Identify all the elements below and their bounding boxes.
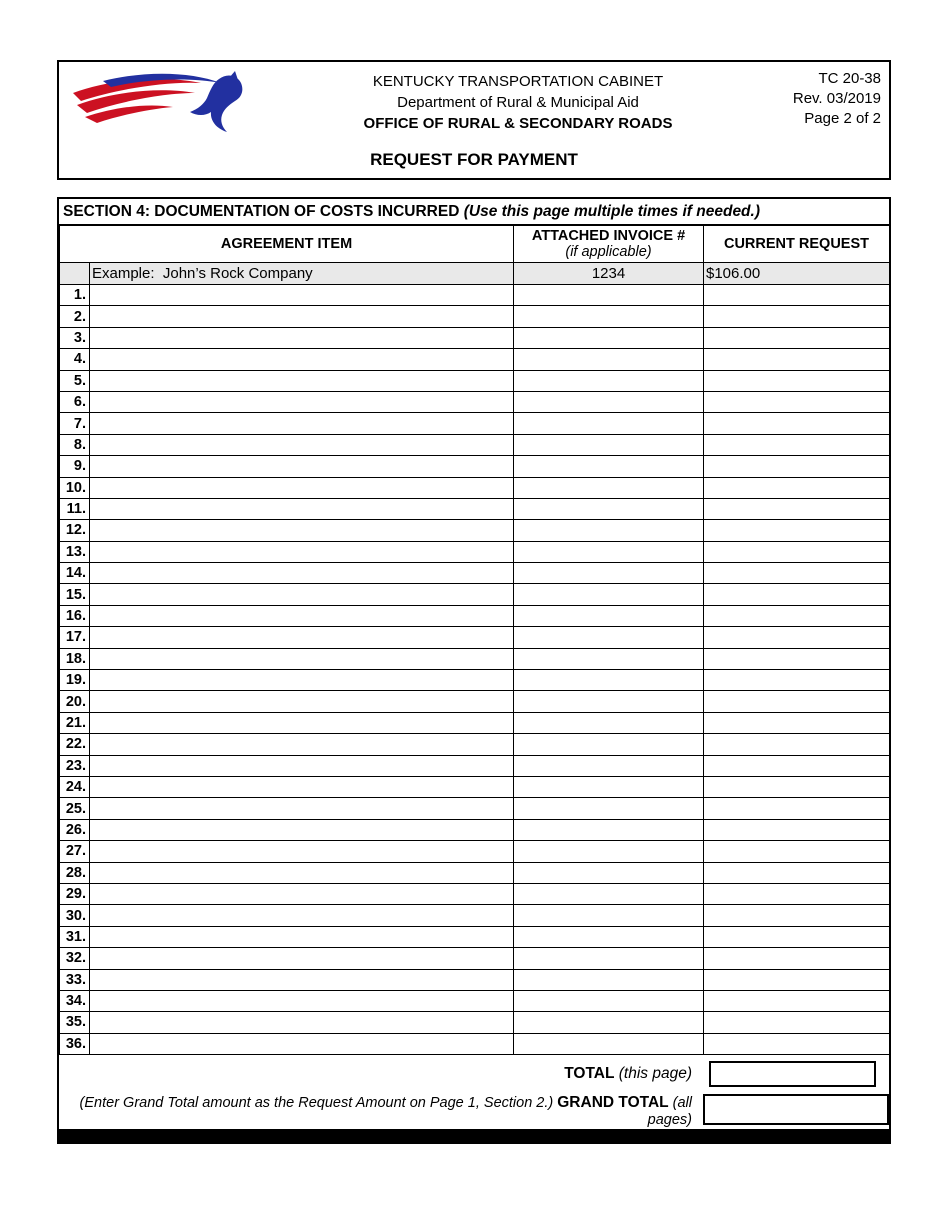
attached-invoice-field[interactable]: [514, 498, 704, 519]
row-number: 25.: [60, 798, 90, 819]
attached-invoice-field[interactable]: [514, 627, 704, 648]
attached-invoice-field[interactable]: [514, 413, 704, 434]
current-request-field[interactable]: [704, 520, 890, 541]
col-header-invoice-note: (if applicable): [565, 244, 652, 260]
current-request-field[interactable]: [704, 948, 890, 969]
total-row: [59, 1055, 889, 1092]
current-request-field[interactable]: [704, 285, 890, 306]
agreement-item-field[interactable]: [90, 798, 514, 819]
agreement-item-field[interactable]: [90, 755, 514, 776]
current-request-field[interactable]: [704, 1033, 890, 1054]
current-request-field[interactable]: [704, 563, 890, 584]
grand-total-instruction: (Enter Grand Total amount as the Request Amount on Page 1, Section 2.): [79, 1094, 554, 1111]
item-row: [60, 370, 890, 391]
row-number: 12.: [60, 520, 90, 541]
office-name: OFFICE OF RURAL & SECONDARY ROADS: [363, 115, 673, 132]
row-number: 11.: [60, 498, 90, 519]
row-number: 20.: [60, 691, 90, 712]
section-4-heading: [59, 199, 889, 225]
item-row: [60, 712, 890, 733]
current-request-field[interactable]: [704, 990, 890, 1011]
attached-invoice-field[interactable]: [514, 1012, 704, 1033]
example-row: [60, 263, 890, 285]
row-number: 15.: [60, 584, 90, 605]
current-request-field[interactable]: [704, 862, 890, 883]
row-number: 31.: [60, 926, 90, 947]
agreement-item-field[interactable]: [90, 734, 514, 755]
item-row: [60, 1012, 890, 1033]
item-row: [60, 926, 890, 947]
agency-logo: [65, 69, 265, 140]
grand-total-label-note: (all pages): [647, 1094, 692, 1128]
costs-table-header: [60, 226, 890, 263]
current-request-field[interactable]: [704, 627, 890, 648]
current-request-field[interactable]: [704, 306, 890, 327]
form-title: REQUEST FOR PAYMENT: [370, 150, 578, 169]
row-number: 30.: [60, 905, 90, 926]
row-number: 23.: [60, 755, 90, 776]
logo-horse-head: [190, 76, 242, 132]
total-label: [59, 1065, 701, 1083]
current-request-field[interactable]: [704, 413, 890, 434]
current-request-field[interactable]: [704, 477, 890, 498]
row-number: 34.: [60, 990, 90, 1011]
agreement-item-field[interactable]: [90, 413, 514, 434]
item-row: [60, 456, 890, 477]
current-request-field[interactable]: [704, 541, 890, 562]
agreement-item-field[interactable]: [90, 563, 514, 584]
item-row: [60, 327, 890, 348]
agreement-item-field[interactable]: [90, 969, 514, 990]
form-number: TC 20-38: [818, 70, 881, 87]
agreement-item-field[interactable]: [90, 648, 514, 669]
grand-total-row: [59, 1092, 889, 1129]
agreement-item-field[interactable]: [90, 498, 514, 519]
attached-invoice-field[interactable]: [514, 370, 704, 391]
current-request-field[interactable]: [704, 905, 890, 926]
item-row: [60, 862, 890, 883]
col-header-invoice-label: ATTACHED INVOICE #: [531, 228, 686, 244]
col-header-current-request: CURRENT REQUEST: [704, 226, 890, 263]
current-request-field[interactable]: [704, 883, 890, 904]
bottom-border-bar: [59, 1129, 889, 1142]
grand-total-label: [59, 1094, 701, 1128]
attached-invoice-field[interactable]: [514, 841, 704, 862]
example-agreement-item: Example: John’s Rock Company: [90, 263, 514, 285]
agreement-item-field[interactable]: [90, 905, 514, 926]
grand-total-amount-col: [701, 1094, 889, 1127]
current-request-field[interactable]: [704, 841, 890, 862]
row-number: 22.: [60, 734, 90, 755]
current-request-field[interactable]: [704, 349, 890, 370]
row-number: 13.: [60, 541, 90, 562]
current-request-field[interactable]: [704, 456, 890, 477]
example-number-cell: [60, 263, 90, 285]
row-number: 16.: [60, 605, 90, 626]
current-request-field[interactable]: [704, 605, 890, 626]
form-revision: Rev. 03/2019: [792, 90, 881, 107]
attached-invoice-field[interactable]: [514, 584, 704, 605]
agreement-item-field[interactable]: [90, 862, 514, 883]
item-row: [60, 798, 890, 819]
item-row: [60, 541, 890, 562]
attached-invoice-field[interactable]: [514, 670, 704, 691]
attached-invoice-field[interactable]: [514, 327, 704, 348]
row-number: 29.: [60, 883, 90, 904]
agency-titles: [265, 69, 771, 134]
attached-invoice-field[interactable]: [514, 349, 704, 370]
attached-invoice-field[interactable]: [514, 712, 704, 733]
row-number: 10.: [60, 477, 90, 498]
item-row: [60, 883, 890, 904]
row-number: 6.: [60, 391, 90, 412]
current-request-field[interactable]: [704, 584, 890, 605]
agreement-item-field[interactable]: [90, 327, 514, 348]
attached-invoice-field[interactable]: [514, 776, 704, 797]
row-number: 8.: [60, 434, 90, 455]
attached-invoice-field[interactable]: [514, 926, 704, 947]
attached-invoice-field[interactable]: [514, 456, 704, 477]
item-row: [60, 841, 890, 862]
agreement-item-field[interactable]: [90, 1012, 514, 1033]
item-row: [60, 905, 890, 926]
agreement-item-field[interactable]: [90, 584, 514, 605]
item-row: [60, 1033, 890, 1054]
row-number: 14.: [60, 563, 90, 584]
agreement-item-field[interactable]: [90, 306, 514, 327]
agreement-item-field[interactable]: [90, 349, 514, 370]
row-number: 36.: [60, 1033, 90, 1054]
current-request-field[interactable]: [704, 969, 890, 990]
current-request-field[interactable]: [704, 712, 890, 733]
grand-total-label-text: GRAND TOTAL: [557, 1093, 669, 1111]
row-number: 32.: [60, 948, 90, 969]
row-number: 9.: [60, 456, 90, 477]
row-number: 35.: [60, 1012, 90, 1033]
item-row: [60, 605, 890, 626]
agreement-item-field[interactable]: [90, 456, 514, 477]
row-number: 1.: [60, 285, 90, 306]
agreement-item-field[interactable]: [90, 883, 514, 904]
item-row: [60, 691, 890, 712]
row-number: 19.: [60, 670, 90, 691]
attached-invoice-field[interactable]: [514, 883, 704, 904]
item-row: [60, 776, 890, 797]
row-number: 27.: [60, 841, 90, 862]
attached-invoice-field[interactable]: [514, 905, 704, 926]
form-page-number: Page 2 of 2: [804, 110, 881, 127]
agreement-item-field[interactable]: [90, 627, 514, 648]
attached-invoice-field[interactable]: [514, 563, 704, 584]
current-request-field[interactable]: [704, 391, 890, 412]
section-4-note: (Use this page multiple times if needed.): [463, 203, 760, 220]
agency-name: KENTUCKY TRANSPORTATION CABINET: [372, 73, 664, 90]
col-header-attached-invoice: [514, 226, 704, 263]
attached-invoice-field[interactable]: [514, 648, 704, 669]
costs-table: [59, 225, 890, 1055]
row-number: 26.: [60, 819, 90, 840]
agreement-item-field[interactable]: [90, 819, 514, 840]
agreement-item-field[interactable]: [90, 712, 514, 733]
example-attached-invoice: 1234: [514, 263, 704, 285]
current-request-field[interactable]: [704, 755, 890, 776]
agreement-item-field[interactable]: [90, 391, 514, 412]
form-header: [57, 60, 891, 180]
department-name: Department of Rural & Municipal Aid: [397, 94, 639, 111]
example-current-request: $106.00: [704, 263, 890, 285]
attached-invoice-field[interactable]: [514, 798, 704, 819]
row-number: 5.: [60, 370, 90, 391]
total-amount-col: [701, 1061, 889, 1087]
item-row: [60, 755, 890, 776]
current-request-field[interactable]: [704, 776, 890, 797]
agreement-item-field[interactable]: [90, 477, 514, 498]
attached-invoice-field[interactable]: [514, 541, 704, 562]
item-row: [60, 584, 890, 605]
current-request-field[interactable]: [704, 819, 890, 840]
current-request-field[interactable]: [704, 734, 890, 755]
row-number: 18.: [60, 648, 90, 669]
current-request-field[interactable]: [704, 498, 890, 519]
attached-invoice-field[interactable]: [514, 948, 704, 969]
item-row: [60, 948, 890, 969]
attached-invoice-field[interactable]: [514, 605, 704, 626]
horse-logo-icon: [69, 71, 249, 135]
current-request-field[interactable]: [704, 434, 890, 455]
item-row: [60, 819, 890, 840]
form-meta: [771, 69, 883, 129]
current-request-field[interactable]: [704, 926, 890, 947]
total-label-text: TOTAL: [564, 1064, 615, 1082]
attached-invoice-field[interactable]: [514, 285, 704, 306]
row-number: 2.: [60, 306, 90, 327]
attached-invoice-field[interactable]: [514, 990, 704, 1011]
attached-invoice-field[interactable]: [514, 477, 704, 498]
item-row: [60, 734, 890, 755]
attached-invoice-field[interactable]: [514, 819, 704, 840]
attached-invoice-field[interactable]: [514, 755, 704, 776]
row-number: 33.: [60, 969, 90, 990]
item-row: [60, 563, 890, 584]
attached-invoice-field[interactable]: [514, 434, 704, 455]
row-number: 4.: [60, 349, 90, 370]
row-number: 7.: [60, 413, 90, 434]
total-amount-field[interactable]: [709, 1061, 876, 1087]
agreement-item-field[interactable]: [90, 1033, 514, 1054]
agreement-item-field[interactable]: [90, 370, 514, 391]
agreement-item-field[interactable]: [90, 541, 514, 562]
row-number: 24.: [60, 776, 90, 797]
current-request-field[interactable]: [704, 1012, 890, 1033]
section-4-title: SECTION 4: DOCUMENTATION OF COSTS INCURRED: [63, 203, 460, 220]
item-row: [60, 434, 890, 455]
item-row: [60, 520, 890, 541]
current-request-field[interactable]: [704, 370, 890, 391]
item-row: [60, 990, 890, 1011]
item-row: [60, 349, 890, 370]
attached-invoice-field[interactable]: [514, 520, 704, 541]
agreement-item-field[interactable]: [90, 434, 514, 455]
current-request-field[interactable]: [704, 670, 890, 691]
row-number: 21.: [60, 712, 90, 733]
header-row: [60, 226, 890, 263]
attached-invoice-field[interactable]: [514, 969, 704, 990]
item-row: [60, 413, 890, 434]
attached-invoice-field[interactable]: [514, 691, 704, 712]
agreement-item-field[interactable]: [90, 520, 514, 541]
row-number: 17.: [60, 627, 90, 648]
row-number: 3.: [60, 327, 90, 348]
attached-invoice-field[interactable]: [514, 734, 704, 755]
agreement-item-field[interactable]: [90, 926, 514, 947]
item-row: [60, 670, 890, 691]
attached-invoice-field[interactable]: [514, 1033, 704, 1054]
agreement-item-field[interactable]: [90, 776, 514, 797]
current-request-field[interactable]: [704, 798, 890, 819]
current-request-field[interactable]: [704, 648, 890, 669]
current-request-field[interactable]: [704, 327, 890, 348]
grand-total-amount-field[interactable]: [703, 1094, 889, 1125]
agreement-item-field[interactable]: [90, 990, 514, 1011]
item-row: [60, 648, 890, 669]
total-label-note: (this page): [618, 1064, 692, 1082]
section-4: [57, 197, 891, 1144]
attached-invoice-field[interactable]: [514, 306, 704, 327]
agreement-item-field[interactable]: [90, 691, 514, 712]
attached-invoice-field[interactable]: [514, 391, 704, 412]
current-request-field[interactable]: [704, 691, 890, 712]
agreement-item-field[interactable]: [90, 285, 514, 306]
agreement-item-field[interactable]: [90, 948, 514, 969]
agreement-item-field[interactable]: [90, 670, 514, 691]
item-row: [60, 306, 890, 327]
col-header-agreement-item: AGREEMENT ITEM: [60, 226, 514, 263]
attached-invoice-field[interactable]: [514, 862, 704, 883]
item-row: [60, 285, 890, 306]
agreement-item-field[interactable]: [90, 841, 514, 862]
row-number: 28.: [60, 862, 90, 883]
item-row: [60, 391, 890, 412]
item-row: [60, 498, 890, 519]
form-page: [57, 60, 891, 1144]
agreement-item-field[interactable]: [90, 605, 514, 626]
item-row: [60, 477, 890, 498]
items-body: [60, 285, 890, 1055]
form-header-top: [65, 69, 883, 140]
item-row: [60, 627, 890, 648]
item-row: [60, 969, 890, 990]
